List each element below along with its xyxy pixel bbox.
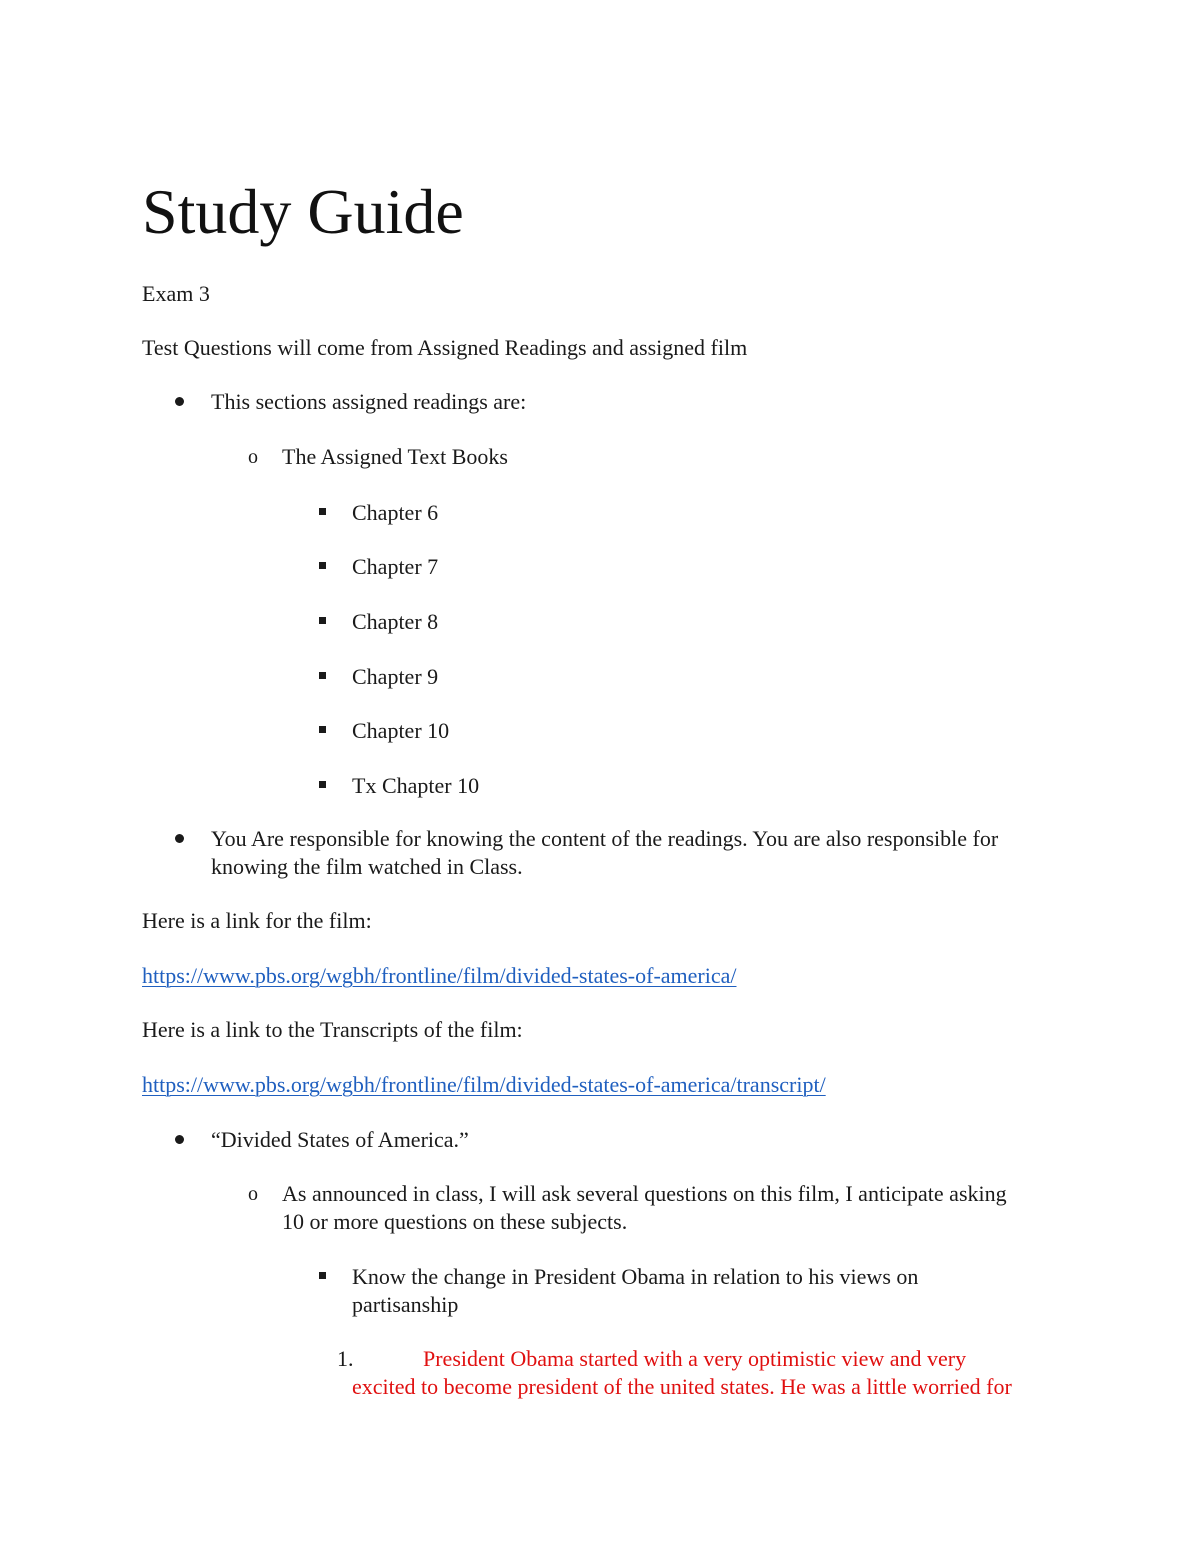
bullet-dot-icon bbox=[175, 1135, 184, 1144]
list-item-chapter: Chapter 6 bbox=[352, 500, 439, 525]
bullet-square-icon bbox=[319, 617, 326, 624]
readings-heading: This sections assigned readings are: bbox=[211, 389, 527, 414]
bullet-square-icon bbox=[319, 562, 326, 569]
film-title: “Divided States of America.” bbox=[211, 1127, 469, 1152]
bullet-square-icon bbox=[319, 508, 326, 515]
list-item-chapter: Chapter 8 bbox=[352, 609, 439, 634]
textbooks-label: The Assigned Text Books bbox=[282, 444, 508, 469]
transcript-link[interactable]: https://www.pbs.org/wgbh/frontline/film/divided-states-of-america/transcript/ bbox=[142, 1072, 826, 1097]
film-link-label: Here is a link for the film: bbox=[142, 908, 372, 933]
bullet-square-icon bbox=[319, 781, 326, 788]
answer-line-2: excited to become president of the united states. He was a little worried for bbox=[352, 1374, 1012, 1399]
bullet-dot-icon bbox=[175, 834, 184, 843]
transcript-link-label: Here is a link to the Transcripts of the film: bbox=[142, 1017, 523, 1042]
announcement-line-2: 10 or more questions on these subjects. bbox=[282, 1209, 628, 1234]
list-item-chapter: Chapter 10 bbox=[352, 718, 450, 743]
page-title: Study Guide bbox=[142, 176, 464, 247]
list-item-chapter: Chapter 9 bbox=[352, 664, 439, 689]
list-item-chapter: Tx Chapter 10 bbox=[352, 773, 480, 798]
bullet-square-icon bbox=[319, 672, 326, 679]
obama-item-line-2: partisanship bbox=[352, 1292, 459, 1317]
exam-label: Exam 3 bbox=[142, 281, 210, 306]
bullet-square-icon bbox=[319, 726, 326, 733]
responsibility-line-1: You Are responsible for knowing the content of the readings. You are also responsible for bbox=[211, 826, 999, 851]
bullet-dot-icon bbox=[175, 397, 184, 406]
answer-number: 1. bbox=[337, 1346, 354, 1371]
announcement-line-1: As announced in class, I will ask several questions on this film, I anticipate asking bbox=[282, 1181, 1007, 1206]
list-item-chapter: Chapter 7 bbox=[352, 554, 439, 579]
bullet-circle-icon: o bbox=[248, 446, 258, 468]
bullet-square-icon bbox=[319, 1272, 326, 1279]
film-link[interactable]: https://www.pbs.org/wgbh/frontline/film/divided-states-of-america/ bbox=[142, 963, 737, 988]
obama-item-line-1: Know the change in President Obama in relation to his views on bbox=[352, 1264, 919, 1289]
responsibility-line-2: knowing the film watched in Class. bbox=[211, 854, 523, 879]
intro-text: Test Questions will come from Assigned Readings and assigned film bbox=[142, 335, 748, 360]
bullet-circle-icon: o bbox=[248, 1183, 258, 1205]
answer-line-1: President Obama started with a very optimistic view and very bbox=[423, 1346, 967, 1371]
